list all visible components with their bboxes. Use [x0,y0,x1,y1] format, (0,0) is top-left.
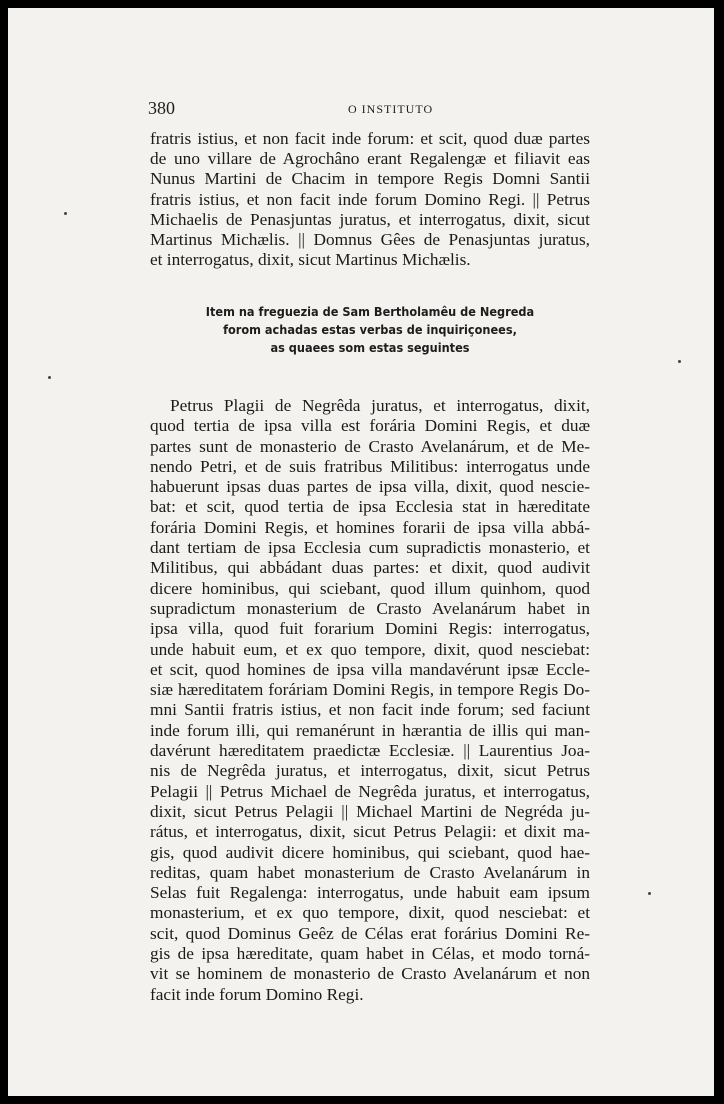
text-line: Selas fuit Regalenga: interrogatus, unde habuit eam ipsum [150,883,590,903]
heading-line: as quaees som estas seguintes [270,340,470,355]
text-line: reditas, quam habet monasterium de Crasto Avelanárum in [150,862,590,882]
text-line: nis de Negrêda juratus, et interrogatus, dixit, sicut Petrus [150,761,590,781]
text-line: forária Domini Regis, et homines forarii de ipsa villa abbá- [150,517,590,537]
text-line: dant tertiam de ipsa Ecclesia cum supradictis monasterio, et [150,538,590,558]
text-line: scit, quod Dominus Geêz de Célas erat forárius Domini Re- [150,923,590,943]
text-line: ipsa villa, quod fuit forarium Domini Regis: interrogatus, [150,619,590,639]
text-line: et scit, quod homines de ipsa villa mandavérunt ipsæ Eccle- [150,659,590,679]
text-line: quod tertia de ipsa villa est forária Domini Regis, et duæ [150,416,590,436]
text-line: Militibus, qui abbádant duas partes: et dixit, quod audivit [150,558,590,578]
text-line: facit inde forum Domino Regi. [150,984,364,1004]
text-line: Martinus Michælis. || Domnus Gêes de Penasjuntas juratus, [150,230,590,250]
text-line: gis, quod audivit dicere hominibus, qui sciebant, quod hae- [150,842,590,862]
text-line: davérunt hæreditatem praedictæ Ecclesiæ. || Laurentius Joa- [150,741,590,761]
text-line: fratris istius, et non facit inde forum Domino Regi. || Petrus [150,189,590,209]
text-line: inde forum illi, qui remanérunt in hærantia de illis qui man- [150,720,590,740]
page-header [148,98,590,122]
text-line: gis de ipsa hæreditate, quam habet in Célas, et modo torná- [150,944,590,964]
page-number: 380 [148,98,175,118]
text-line: et interrogatus, dixit, sicut Martinus Michælis. [150,250,471,270]
heading-line: Item na freguezia de Sam Bertholamêu de Negreda [205,304,535,319]
text-line: Pelagii || Petrus Michael de Negrêda juratus, et interrogatus, [150,781,590,801]
text-line: unde habuit eum, et ex quo tempore, dixit, quod nesciebat: [150,639,590,659]
text-line: de uno villare de Agrochâno erant Regalengæ et filiavit eas [150,149,590,169]
text-line: siæ hæreditatem foráriam Domini Regis, in tempore Regis Do- [150,680,590,700]
text-line: Michaelis de Penasjuntas juratus, et interrogatus, dixit, sicut [150,209,590,229]
text-line: habuerunt ipsas duas partes de ipsa villa, dixit, quod nescie- [150,477,590,497]
text-line: rátus, et interrogatus, dixit, sicut Petrus Pelagii: et dixit ma- [150,822,590,842]
paper-speck [64,212,67,215]
text-line: partes sunt de monasterio de Crasto Avelanárum, et de Me- [150,436,590,456]
section-heading [150,303,590,357]
text-line: nendo Petri, et de suis fratribus Militibus: interrogatus unde [150,456,590,476]
text-line: dixit, sicut Petrus Pelagii || Michael Martini de Negréda ju- [150,801,590,821]
paragraph-main [150,396,590,1005]
paper-speck [648,892,651,895]
running-head: O INSTITUTO [348,102,434,116]
text-line: vit se hominem de monasterio de Crasto Avelanárum et non [150,964,590,984]
paragraph-continuation [150,129,590,270]
text-line: supradictum monasterium de Crasto Avelanárum habet in [150,598,590,618]
text-line: bat: et scit, quod tertia de ipsa Ecclesia stat in hæreditate [150,497,590,517]
paper-speck [48,376,51,379]
text-line: mni Santii fratris istius, et non facit inde forum; sed faciunt [150,700,590,720]
book-page [8,8,714,1096]
heading-line: forom achadas estas verbas de inquiriçonees, [223,322,517,337]
text-line: fratris istius, et non facit inde forum: et scit, quod duæ partes [150,129,590,148]
text-line: Petrus Plagii de Negrêda juratus, et interrogatus, dixit, [170,396,590,415]
text-line: Nunus Martini de Chacim in tempore Regis Domni Santii [150,169,590,189]
paper-speck [678,360,681,363]
text-line: monasterium, et ex quo tempore, dixit, quod nesciebat: et [150,903,590,923]
text-line: dicere hominibus, qui sciebant, quod illum quinhom, quod [150,578,590,598]
